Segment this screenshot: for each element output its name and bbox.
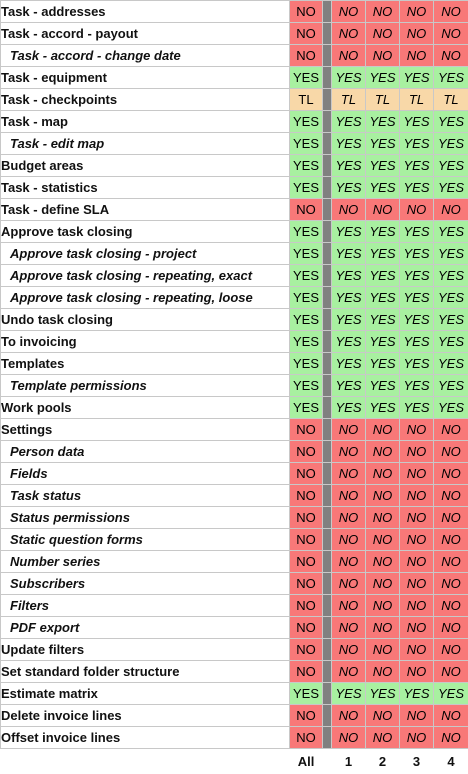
permission-value-4[interactable]: NO: [434, 1, 468, 23]
permission-value-1[interactable]: NO: [332, 419, 366, 441]
permission-value-4[interactable]: YES: [434, 265, 468, 287]
permission-value-4[interactable]: NO: [434, 617, 468, 639]
permission-label: Task - define SLA: [1, 199, 290, 221]
permission-value-3[interactable]: NO: [400, 661, 434, 683]
permission-value-all[interactable]: YES: [290, 155, 323, 177]
permission-value-3[interactable]: NO: [400, 573, 434, 595]
permission-value-4[interactable]: NO: [434, 727, 468, 749]
permission-label: Approve task closing - repeating, exact: [1, 265, 290, 287]
permission-value-all[interactable]: YES: [290, 397, 323, 419]
column-separator: [323, 375, 332, 397]
permission-value-3[interactable]: NO: [400, 639, 434, 661]
column-separator: [323, 243, 332, 265]
permission-rows: [1, 1, 468, 749]
permission-value-3[interactable]: NO: [400, 551, 434, 573]
permission-value-3[interactable]: YES: [400, 375, 434, 397]
permission-value-1[interactable]: NO: [332, 639, 366, 661]
permission-value-2[interactable]: NO: [366, 419, 400, 441]
column-separator: [323, 485, 332, 507]
permission-value-4[interactable]: NO: [434, 507, 468, 529]
permission-row: [1, 683, 468, 705]
permission-value-4[interactable]: NO: [434, 551, 468, 573]
permission-row: [1, 265, 468, 287]
permission-value-1[interactable]: NO: [332, 661, 366, 683]
permission-value-4[interactable]: NO: [434, 705, 468, 727]
permission-label: PDF export: [1, 617, 290, 639]
permission-value-1[interactable]: YES: [332, 353, 366, 375]
permission-value-3[interactable]: NO: [400, 23, 434, 45]
permission-value-1[interactable]: YES: [332, 265, 366, 287]
permission-value-1[interactable]: YES: [332, 243, 366, 265]
permission-value-4[interactable]: NO: [434, 661, 468, 683]
permission-value-2[interactable]: NO: [366, 595, 400, 617]
column-separator: [323, 331, 332, 353]
permission-value-2[interactable]: YES: [366, 155, 400, 177]
permission-value-all[interactable]: YES: [290, 221, 323, 243]
permission-value-4[interactable]: YES: [434, 309, 468, 331]
permission-row: [1, 287, 468, 309]
permission-value-all[interactable]: NO: [290, 507, 323, 529]
permission-value-2[interactable]: YES: [366, 353, 400, 375]
permission-row: [1, 309, 468, 331]
column-separator: [323, 397, 332, 419]
permission-value-4[interactable]: NO: [434, 463, 468, 485]
permission-value-all[interactable]: YES: [290, 133, 323, 155]
permission-value-1[interactable]: NO: [332, 485, 366, 507]
permission-value-2[interactable]: YES: [366, 683, 400, 705]
permission-value-1[interactable]: YES: [332, 397, 366, 419]
permission-label: Subscribers: [1, 573, 290, 595]
permission-row: [1, 661, 468, 683]
permission-label: Template permissions: [1, 375, 290, 397]
permission-value-3[interactable]: YES: [400, 331, 434, 353]
permission-value-all[interactable]: YES: [290, 287, 323, 309]
permission-value-3[interactable]: YES: [400, 683, 434, 705]
permission-label: Status permissions: [1, 507, 290, 529]
permission-value-4[interactable]: YES: [434, 397, 468, 419]
permission-value-1[interactable]: NO: [332, 595, 366, 617]
permission-value-3[interactable]: NO: [400, 485, 434, 507]
permission-value-all[interactable]: YES: [290, 309, 323, 331]
permission-label: Task - statistics: [1, 177, 290, 199]
permission-row: [1, 397, 468, 419]
permission-row: [1, 353, 468, 375]
column-header-1: 1: [332, 749, 366, 774]
permission-label: Person data: [1, 441, 290, 463]
permission-value-3[interactable]: NO: [400, 617, 434, 639]
permission-row: [1, 573, 468, 595]
permission-value-2[interactable]: NO: [366, 727, 400, 749]
permission-value-4[interactable]: YES: [434, 375, 468, 397]
permission-row: [1, 331, 468, 353]
permission-value-4[interactable]: NO: [434, 595, 468, 617]
permission-value-1[interactable]: YES: [332, 111, 366, 133]
permission-row: [1, 67, 468, 89]
permission-value-all[interactable]: NO: [290, 551, 323, 573]
permission-value-3[interactable]: YES: [400, 265, 434, 287]
permission-value-1[interactable]: TL: [332, 89, 366, 111]
permission-value-2[interactable]: NO: [366, 661, 400, 683]
permission-value-4[interactable]: YES: [434, 683, 468, 705]
column-separator: [323, 199, 332, 221]
permission-value-1[interactable]: YES: [332, 177, 366, 199]
permission-value-3[interactable]: YES: [400, 243, 434, 265]
permission-value-all[interactable]: NO: [290, 199, 323, 221]
permission-value-3[interactable]: TL: [400, 89, 434, 111]
permission-value-4[interactable]: YES: [434, 287, 468, 309]
permission-value-3[interactable]: NO: [400, 507, 434, 529]
permission-value-2[interactable]: YES: [366, 133, 400, 155]
permission-label: Fields: [1, 463, 290, 485]
permission-value-4[interactable]: YES: [434, 221, 468, 243]
column-separator: [323, 309, 332, 331]
permission-row: [1, 463, 468, 485]
permission-value-all[interactable]: NO: [290, 23, 323, 45]
permission-value-all[interactable]: YES: [290, 243, 323, 265]
permission-value-3[interactable]: YES: [400, 397, 434, 419]
permission-label: Task - equipment: [1, 67, 290, 89]
column-header-all: All: [290, 749, 323, 774]
permission-value-3[interactable]: YES: [400, 155, 434, 177]
permission-row: [1, 45, 468, 67]
column-separator: [323, 111, 332, 133]
permission-row: [1, 529, 468, 551]
permission-value-2[interactable]: TL: [366, 89, 400, 111]
permission-value-all[interactable]: NO: [290, 45, 323, 67]
permission-value-all[interactable]: NO: [290, 485, 323, 507]
permission-label: Settings: [1, 419, 290, 441]
permission-row: [1, 617, 468, 639]
permission-value-all[interactable]: NO: [290, 573, 323, 595]
permission-row: [1, 111, 468, 133]
permission-value-3[interactable]: NO: [400, 45, 434, 67]
permission-label: Budget areas: [1, 155, 290, 177]
permission-value-2[interactable]: NO: [366, 551, 400, 573]
column-header-2: 2: [366, 749, 400, 774]
permission-value-4[interactable]: NO: [434, 45, 468, 67]
permission-value-1[interactable]: YES: [332, 67, 366, 89]
permission-value-all[interactable]: YES: [290, 177, 323, 199]
permission-value-2[interactable]: YES: [366, 67, 400, 89]
permission-label: Templates: [1, 353, 290, 375]
permission-label: Task - map: [1, 111, 290, 133]
permission-label: Estimate matrix: [1, 683, 290, 705]
column-separator: [323, 551, 332, 573]
permission-value-3[interactable]: NO: [400, 419, 434, 441]
permission-value-2[interactable]: YES: [366, 309, 400, 331]
permission-row: [1, 375, 468, 397]
column-separator: [323, 353, 332, 375]
permission-value-2[interactable]: YES: [366, 397, 400, 419]
permission-value-all[interactable]: TL: [290, 89, 323, 111]
permission-row: [1, 155, 468, 177]
column-separator: [323, 89, 332, 111]
permission-value-all[interactable]: YES: [290, 111, 323, 133]
column-separator: [323, 287, 332, 309]
permission-value-all[interactable]: NO: [290, 617, 323, 639]
permission-value-1[interactable]: NO: [332, 727, 366, 749]
permission-row: [1, 419, 468, 441]
permission-value-2[interactable]: NO: [366, 1, 400, 23]
permission-value-4[interactable]: NO: [434, 529, 468, 551]
permission-value-2[interactable]: YES: [366, 331, 400, 353]
permission-row: [1, 441, 468, 463]
permission-value-1[interactable]: YES: [332, 683, 366, 705]
column-separator: [323, 727, 332, 749]
permission-value-1[interactable]: NO: [332, 617, 366, 639]
permission-value-4[interactable]: YES: [434, 353, 468, 375]
permission-value-all[interactable]: NO: [290, 705, 323, 727]
permission-value-1[interactable]: NO: [332, 705, 366, 727]
permission-value-all[interactable]: YES: [290, 353, 323, 375]
permission-value-3[interactable]: NO: [400, 529, 434, 551]
column-separator: [323, 441, 332, 463]
permission-value-2[interactable]: NO: [366, 573, 400, 595]
permission-value-1[interactable]: NO: [332, 23, 366, 45]
column-separator: [323, 529, 332, 551]
permission-value-3[interactable]: YES: [400, 309, 434, 331]
permission-value-2[interactable]: YES: [366, 177, 400, 199]
permission-value-1[interactable]: NO: [332, 441, 366, 463]
permission-value-4[interactable]: YES: [434, 67, 468, 89]
column-separator: [323, 155, 332, 177]
permission-label: To invoicing: [1, 331, 290, 353]
permission-label: Approve task closing - project: [1, 243, 290, 265]
permission-value-2[interactable]: YES: [366, 111, 400, 133]
permission-row: [1, 727, 468, 749]
permission-row: [1, 485, 468, 507]
permission-value-1[interactable]: NO: [332, 507, 366, 529]
permission-value-2[interactable]: YES: [366, 375, 400, 397]
permission-row: [1, 551, 468, 573]
permission-row: [1, 507, 468, 529]
permission-value-3[interactable]: YES: [400, 177, 434, 199]
permission-label: Task - accord - payout: [1, 23, 290, 45]
permission-label: Approve task closing: [1, 221, 290, 243]
permission-label: Approve task closing - repeating, loose: [1, 287, 290, 309]
permission-value-2[interactable]: NO: [366, 45, 400, 67]
permission-label: Undo task closing: [1, 309, 290, 331]
permission-value-3[interactable]: NO: [400, 727, 434, 749]
permission-value-all[interactable]: YES: [290, 265, 323, 287]
permission-value-1[interactable]: NO: [332, 551, 366, 573]
permission-value-2[interactable]: YES: [366, 287, 400, 309]
column-separator: [323, 463, 332, 485]
permission-value-1[interactable]: NO: [332, 199, 366, 221]
permission-value-all[interactable]: NO: [290, 1, 323, 23]
permission-value-all[interactable]: NO: [290, 661, 323, 683]
permission-value-3[interactable]: YES: [400, 353, 434, 375]
column-separator: [323, 419, 332, 441]
column-separator: [323, 617, 332, 639]
permission-value-2[interactable]: NO: [366, 441, 400, 463]
permission-row: [1, 243, 468, 265]
permission-value-3[interactable]: YES: [400, 111, 434, 133]
permission-label: Task - accord - change date: [1, 45, 290, 67]
permission-label: Update filters: [1, 639, 290, 661]
permission-value-2[interactable]: NO: [366, 23, 400, 45]
column-separator: [323, 133, 332, 155]
permission-value-all[interactable]: NO: [290, 727, 323, 749]
permission-value-3[interactable]: NO: [400, 595, 434, 617]
permission-value-4[interactable]: NO: [434, 485, 468, 507]
column-separator: [323, 67, 332, 89]
column-separator: [323, 177, 332, 199]
permission-value-1[interactable]: YES: [332, 221, 366, 243]
permission-label: Delete invoice lines: [1, 705, 290, 727]
column-separator: [323, 661, 332, 683]
permission-value-all[interactable]: YES: [290, 67, 323, 89]
column-separator: [323, 45, 332, 67]
column-separator: [323, 683, 332, 705]
permission-value-1[interactable]: YES: [332, 375, 366, 397]
footer-spacer: [1, 749, 290, 774]
permission-row: [1, 177, 468, 199]
permission-value-all[interactable]: YES: [290, 375, 323, 397]
permission-label: Offset invoice lines: [1, 727, 290, 749]
permission-value-4[interactable]: NO: [434, 639, 468, 661]
permission-value-1[interactable]: NO: [332, 529, 366, 551]
permission-value-1[interactable]: YES: [332, 155, 366, 177]
permission-value-4[interactable]: TL: [434, 89, 468, 111]
permission-value-4[interactable]: YES: [434, 111, 468, 133]
permission-row: [1, 23, 468, 45]
permission-value-3[interactable]: YES: [400, 67, 434, 89]
permission-value-all[interactable]: NO: [290, 639, 323, 661]
permission-label: Task - addresses: [1, 1, 290, 23]
column-separator: [323, 573, 332, 595]
permission-value-2[interactable]: NO: [366, 705, 400, 727]
permission-label: Work pools: [1, 397, 290, 419]
permission-value-3[interactable]: YES: [400, 221, 434, 243]
permission-row: [1, 1, 468, 23]
permission-row: [1, 199, 468, 221]
permission-value-2[interactable]: YES: [366, 221, 400, 243]
permission-value-4[interactable]: YES: [434, 177, 468, 199]
permission-value-2[interactable]: NO: [366, 507, 400, 529]
permission-value-2[interactable]: NO: [366, 617, 400, 639]
permission-label: Task - edit map: [1, 133, 290, 155]
permission-value-1[interactable]: NO: [332, 1, 366, 23]
column-separator: [323, 507, 332, 529]
permission-value-4[interactable]: NO: [434, 573, 468, 595]
permission-value-all[interactable]: NO: [290, 529, 323, 551]
permission-value-2[interactable]: NO: [366, 199, 400, 221]
permission-row: [1, 595, 468, 617]
permission-label: Task status: [1, 485, 290, 507]
permission-value-2[interactable]: NO: [366, 463, 400, 485]
permission-value-all[interactable]: YES: [290, 683, 323, 705]
permission-value-4[interactable]: YES: [434, 331, 468, 353]
permission-value-2[interactable]: YES: [366, 243, 400, 265]
column-separator: [323, 749, 332, 774]
permission-value-4[interactable]: NO: [434, 419, 468, 441]
permission-value-1[interactable]: NO: [332, 463, 366, 485]
permission-value-all[interactable]: YES: [290, 331, 323, 353]
column-header-row: [1, 749, 468, 774]
permission-value-all[interactable]: NO: [290, 595, 323, 617]
permission-row: [1, 133, 468, 155]
permission-value-1[interactable]: NO: [332, 573, 366, 595]
permission-value-4[interactable]: YES: [434, 243, 468, 265]
permission-row: [1, 705, 468, 727]
permission-value-1[interactable]: YES: [332, 309, 366, 331]
column-separator: [323, 23, 332, 45]
permission-value-1[interactable]: YES: [332, 287, 366, 309]
permission-value-2[interactable]: NO: [366, 485, 400, 507]
permission-label: Number series: [1, 551, 290, 573]
permission-value-2[interactable]: NO: [366, 529, 400, 551]
permission-row: [1, 639, 468, 661]
permission-value-all[interactable]: NO: [290, 419, 323, 441]
permission-value-4[interactable]: NO: [434, 199, 468, 221]
permission-label: Task - checkpoints: [1, 89, 290, 111]
permission-value-1[interactable]: YES: [332, 133, 366, 155]
column-separator: [323, 595, 332, 617]
permission-value-2[interactable]: YES: [366, 265, 400, 287]
column-separator: [323, 1, 332, 23]
column-separator: [323, 265, 332, 287]
permission-value-3[interactable]: NO: [400, 441, 434, 463]
permission-value-4[interactable]: YES: [434, 155, 468, 177]
permission-value-4[interactable]: NO: [434, 23, 468, 45]
column-separator: [323, 705, 332, 727]
permission-value-3[interactable]: NO: [400, 463, 434, 485]
permission-value-1[interactable]: YES: [332, 331, 366, 353]
permission-value-3[interactable]: NO: [400, 1, 434, 23]
permission-label: Static question forms: [1, 529, 290, 551]
permission-value-2[interactable]: NO: [366, 639, 400, 661]
permission-value-3[interactable]: NO: [400, 199, 434, 221]
permission-value-3[interactable]: YES: [400, 133, 434, 155]
permission-value-all[interactable]: NO: [290, 463, 323, 485]
column-separator: [323, 639, 332, 661]
permission-label: Set standard folder structure: [1, 661, 290, 683]
permission-row: [1, 89, 468, 111]
permission-value-3[interactable]: YES: [400, 287, 434, 309]
permission-value-1[interactable]: NO: [332, 45, 366, 67]
column-header-3: 3: [400, 749, 434, 774]
permission-row: [1, 221, 468, 243]
permission-label: Filters: [1, 595, 290, 617]
permission-value-4[interactable]: YES: [434, 133, 468, 155]
column-separator: [323, 221, 332, 243]
permission-value-4[interactable]: NO: [434, 441, 468, 463]
column-header-4: 4: [434, 749, 468, 774]
permission-value-3[interactable]: NO: [400, 705, 434, 727]
permission-value-all[interactable]: NO: [290, 441, 323, 463]
